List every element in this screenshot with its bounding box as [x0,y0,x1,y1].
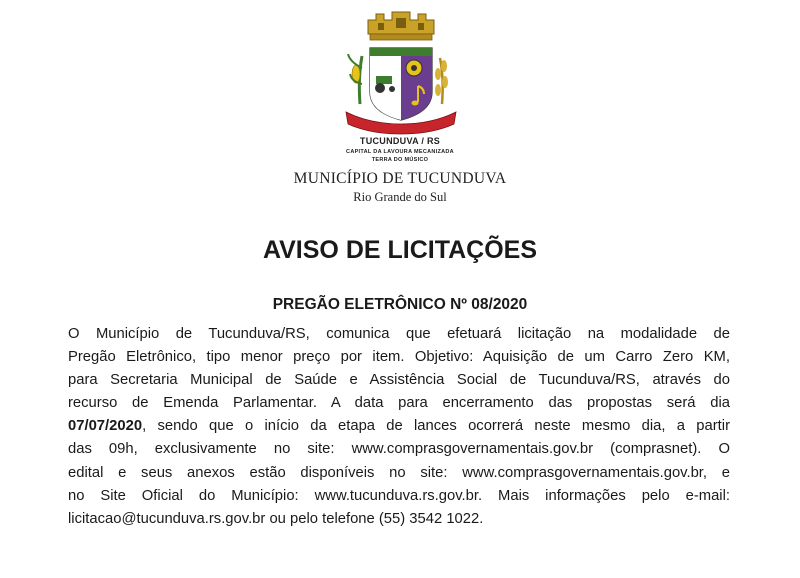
body-line: das 09h, exclusivamente no site: www.comprasgovernamentais.gov.br (comprasnet). O [68,441,730,458]
notice-subtitle: PREGÃO ELETRÔNICO Nº 08/2020 [272,296,528,313]
body-line: edital e seus anexos estão disponíveis no site: www.comprasgovernamentais.gov.br, e [68,464,730,481]
municipality-name: MUNICÍPIO DE TUCUNDUVA [293,170,507,187]
crest-motto-line2: TERRA DO MÚSICO [371,157,429,163]
body-line: O Município de Tucunduva/RS, comunica que efetuará licitação na modalidade de [68,326,730,342]
closing-date: 07/07/2020 [68,418,143,435]
body-line: Pregão Eletrônico, tipo menor preço por item. Objetivo: Aquisição de um Carro Zero KM, [68,349,730,366]
municipal-coat-of-arms [340,8,462,136]
date-line-rest: , sendo que o início da etapa de lances ocorrerá neste mesmo dia, a partir [142,418,730,435]
body-line-date [68,415,730,438]
body-line: no Site Oficial do Município: www.tucunduva.rs.gov.br. Mais informações pelo e-mail: [68,487,730,504]
body-line: recurso de Emenda Parlamentar. A data para encerramento das propostas será dia [68,395,730,412]
crest-city-name: TUCUNDUVA / RS [359,136,441,146]
body-line: licitacao@tucunduva.rs.gov.br ou pelo telefone (55) 3542 1022. [68,510,484,527]
state-name: Rio Grande do Sul [353,190,447,204]
coat-of-arms-icon [340,8,462,136]
notice-title: AVISO DE LICITAÇÕES [262,236,538,264]
body-line: para Secretaria Municipal de Saúde e Assistência Social de Tucunduva/RS, através do [68,372,730,389]
notice-body [68,323,730,531]
crest-motto-line1: CAPITAL DA LAVOURA MECANIZADA [346,149,454,155]
